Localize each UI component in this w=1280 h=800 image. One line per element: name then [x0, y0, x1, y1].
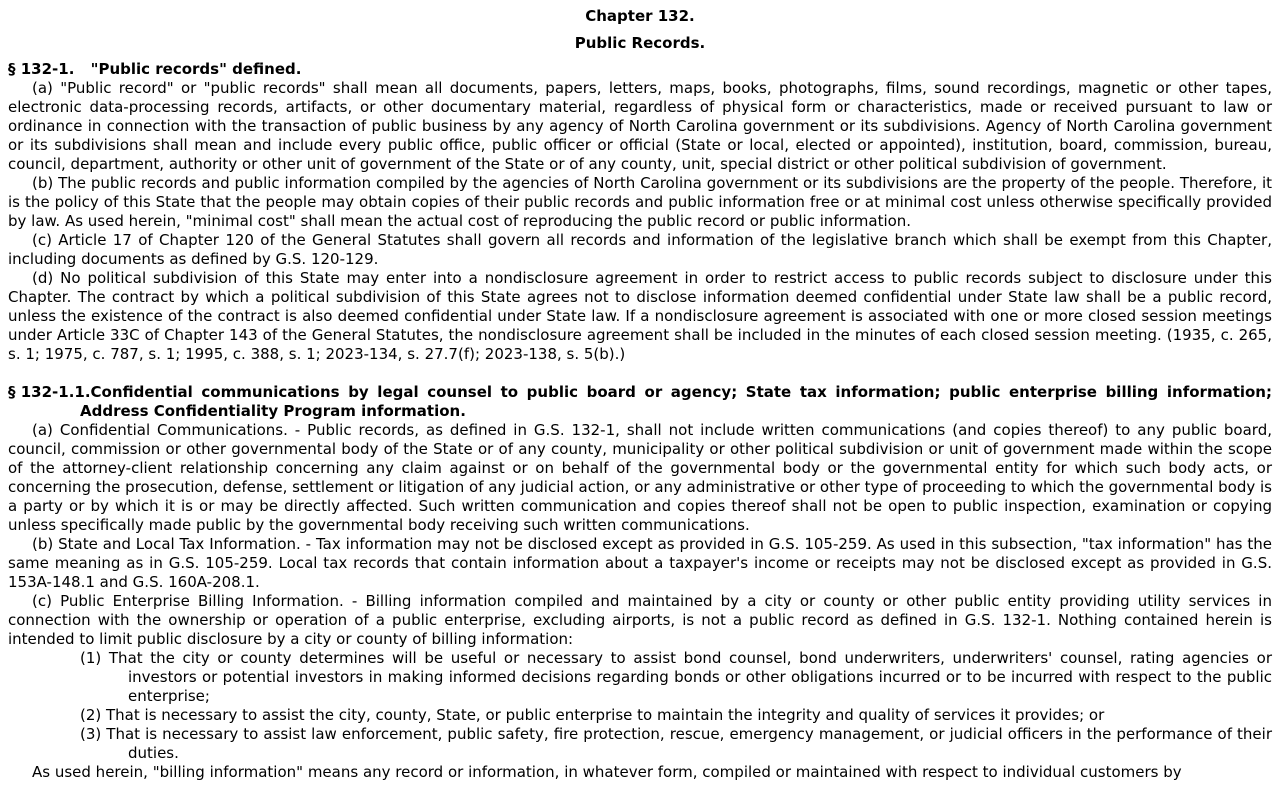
trailing-paragraph: As used herein, "billing information" means any record or information, in whatever form, compiled or maintained with respect to individual customers by — [32, 763, 1182, 781]
section-number: § 132-1. — [8, 60, 75, 78]
subsection-c: (c) Public Enterprise Billing Information. - Billing information compiled and maintained by a city or county or other public entity providing utility services in connection with the ownership or operation of a public enterprise, excluding airports, is not a public record as defined in G.S. 132-1. Nothing contained herein is intended to limit public disclosure by a city or county of billing information: — [8, 592, 1272, 648]
subsection-d: (d) No political subdivision of this State may enter into a nondisclosure agreement in order to restrict access to public records subject to disclosure under this Chapter. The contract by which a political subdivision of this State agrees not to disclose information deemed confidential under State law shall be a public record, unless the existence of the contract is also deemed confidential under State law. If a nondisclosure agreement is associated with one or more closed session meetings under Article 33C of Chapter 143 of the General Statutes, the nondisclosure agreement shall be included in the minutes of each closed session meeting. (1935, c. 265, s. 1; 1975, c. 787, s. 1; 1995, c. 388, s. 1; 2023-134, s. 27.7(f); 2023-138, s. 5(b).) — [8, 269, 1272, 363]
subsection-b: (b) State and Local Tax Information. - Tax information may not be disclosed except as provided in G.S. 105-259. As used in this subsection, "tax information" has the same meaning as in G.S. 105-259. Local tax records that contain information about a taxpayer's income or receipts may not be disclosed except as provided in G.S. 153A-148.1 and G.S. 160A-208.1. — [8, 535, 1272, 591]
section-spacer — [8, 364, 1272, 383]
subsection-a: (a) "Public record" or "public records" shall mean all documents, papers, letters, maps, books, photographs, films, sound recordings, magnetic or other tapes, electronic data-processing records, artifacts, or other documentary material, regardless of physical form or characteristics, made or received pursuant to law or ordinance in connection with the transaction of public business by any agency of North Carolina government or its subdivisions. Agency of North Carolina government or its subdivisions shall mean and include every public office, public officer or official (State or local, elected or appointed), institution, board, commission, bureau, council, department, authority or other unit of government of the State or of any county, unit, special district or other political subdivision of government. — [8, 79, 1272, 173]
section-132-1 — [8, 60, 1272, 364]
subsection-b: (b) The public records and public information compiled by the agencies of North Carolina government or its subdivisions are the property of the people. Therefore, it is the policy of this State that the people may obtain copies of their public records and public information free or at minimal cost unless otherwise specifically provided by law. As used herein, "minimal cost" shall mean the actual cost of reproducing the public record or public information. — [8, 174, 1272, 230]
section-title: "Public records" defined. — [90, 60, 302, 78]
section-heading — [8, 60, 1272, 79]
list-item: (1) That the city or county determines will be useful or necessary to assist bond counsel, bond underwriters, underwriters' counsel, rating agencies or investors or potential investors in making informed decisions regarding bonds or other obligations incurred or to be incurred with respect to the public enterprise; — [80, 649, 1272, 705]
chapter-number: Chapter 132. — [585, 7, 695, 25]
section-heading — [8, 383, 1272, 421]
subsection-c: (c) Article 17 of Chapter 120 of the General Statutes shall govern all records and information of the legislative branch which shall be exempt from this Chapter, including documents as defined by G.S. 120-129. — [8, 231, 1272, 268]
section-132-1-1 — [8, 383, 1272, 782]
list-item: (2) That is necessary to assist the city, county, State, or public enterprise to maintain the integrity and quality of services it provides; or — [80, 706, 1105, 724]
chapter-title: Public Records. — [574, 34, 706, 52]
section-number: § 132-1.1. — [8, 383, 91, 401]
section-title: Confidential communications by legal counsel to public board or agency; State tax information; public enterprise billing information; Address Confidentiality Program information. — [80, 383, 1272, 420]
list-item: (3) That is necessary to assist law enforcement, public safety, fire protection, rescue, emergency management, or judicial officers in the performance of their duties. — [80, 725, 1272, 762]
subsection-a: (a) Confidential Communications. - Public records, as defined in G.S. 132-1, shall not include written communications (and copies thereof) to any public board, council, commission or other governmental body of the State or of any county, municipality or other political subdivision or unit of government made within the scope of the attorney-client relationship concerning any claim against or on behalf of the governmental body or the governmental entity for which such body acts, or concerning the prosecution, defense, settlement or litigation of any judicial action, or any administrative or other type of proceeding to which the governmental body is a party or by which it is or may be directly affected. Such written communication and copies thereof shall not be open to public inspection, examination or copying unless specifically made public by the governmental body receiving such written communications. — [8, 421, 1272, 534]
